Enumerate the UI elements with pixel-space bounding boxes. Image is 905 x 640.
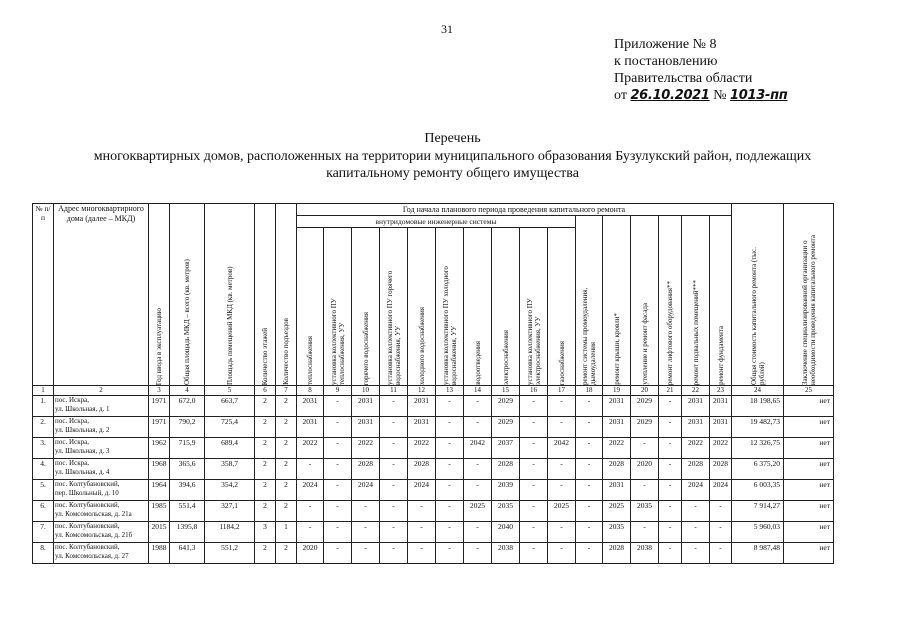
row-fire-system: - (576, 459, 603, 480)
header-heating: теплоснабжения (297, 228, 324, 386)
row-electricity: 2035 (492, 501, 520, 522)
row-cold-water: 2022 (408, 438, 436, 459)
row-year-built: 1971 (149, 417, 170, 438)
column-number: 16 (520, 386, 548, 396)
row-electricity: 2040 (492, 522, 520, 543)
row-premises-area: 551,2 (205, 543, 255, 564)
header-entrances: Количество подъездов (276, 204, 297, 386)
row-basement: - (682, 543, 710, 564)
row-cold-water-meter: - (436, 480, 464, 501)
row-number: 2. (33, 417, 54, 438)
row-year-built: 1962 (149, 438, 170, 459)
table-row (33, 543, 834, 564)
column-number: 4 (170, 386, 205, 396)
row-heat-meter: - (324, 501, 352, 522)
row-year-built: 1968 (149, 459, 170, 480)
row-facade: - (631, 438, 659, 459)
row-elevator: - (659, 396, 682, 417)
row-cost: 6 375,20 (732, 459, 784, 480)
header-gas: газоснабжения (548, 228, 576, 386)
header-engineering: внутридомовые инженерные системы (297, 216, 576, 228)
row-hot-water: 2028 (352, 459, 380, 480)
row-address: пос. Колтубановский, пер. Школьный, д. 10 (54, 480, 149, 501)
header-drainage: водоотведения (464, 228, 492, 386)
row-gas: - (548, 480, 576, 501)
row-basement: 2031 (682, 417, 710, 438)
table-row (33, 501, 834, 522)
row-conclusion: нет (784, 396, 834, 417)
row-hot-water: - (352, 501, 380, 522)
header-basement: ремонт подвальных помещений*** (682, 216, 710, 386)
row-number: 4. (33, 459, 54, 480)
row-address: пос. Колтубановский, ул. Комсомольская, д. 27 (54, 543, 149, 564)
row-floors: 2 (255, 459, 276, 480)
row-elevator: - (659, 438, 682, 459)
column-number: 20 (631, 386, 659, 396)
row-address: пос. Искра, ул. Школьная, д. 3 (54, 438, 149, 459)
row-foundation: 2024 (710, 480, 732, 501)
decree-number: 1013-пп (730, 88, 788, 103)
column-number: 23 (710, 386, 732, 396)
row-conclusion: нет (784, 501, 834, 522)
row-cold-water-meter: - (436, 543, 464, 564)
row-floors: 3 (255, 522, 276, 543)
column-number: 24 (732, 386, 784, 396)
row-hot-water-meter: - (380, 501, 408, 522)
row-electricity-meter: - (520, 396, 548, 417)
row-electricity-meter: - (520, 438, 548, 459)
row-year-built: 1985 (149, 501, 170, 522)
column-number: 11 (380, 386, 408, 396)
table-row (33, 396, 834, 417)
row-basement: 2031 (682, 396, 710, 417)
table-row (33, 522, 834, 543)
column-number: 6 (255, 386, 276, 396)
header-heat-meter: установка коллективного ПУ теплоснабжения, УУ (324, 228, 352, 386)
row-cold-water: 2031 (408, 417, 436, 438)
row-roof: 2025 (603, 501, 631, 522)
row-facade: 2029 (631, 417, 659, 438)
row-foundation: 2028 (710, 459, 732, 480)
row-cold-water: - (408, 543, 436, 564)
appendix-line-1: Приложение № 8 (614, 37, 717, 52)
header-plan-period: Год начала планового периода проведения капитального ремонта (297, 204, 732, 216)
column-number: 18 (576, 386, 603, 396)
row-roof: 2035 (603, 522, 631, 543)
column-number: 15 (492, 386, 520, 396)
row-hot-water: - (352, 543, 380, 564)
row-floors: 2 (255, 438, 276, 459)
row-cost: 19 482,73 (732, 417, 784, 438)
row-total-area: 672,0 (170, 396, 205, 417)
column-numbers-row (33, 386, 834, 396)
row-floors: 2 (255, 396, 276, 417)
row-drainage: 2042 (464, 438, 492, 459)
row-cold-water: - (408, 522, 436, 543)
page-number: 31 (441, 22, 453, 36)
row-electricity: 2029 (492, 417, 520, 438)
row-floors: 2 (255, 480, 276, 501)
header-electricity: электроснабжения (492, 228, 520, 386)
row-heat-meter: - (324, 438, 352, 459)
row-cold-water-meter: - (436, 438, 464, 459)
row-address: пос. Искра, ул. Школьная, д. 4 (54, 459, 149, 480)
row-roof: 2031 (603, 417, 631, 438)
row-drainage: - (464, 459, 492, 480)
row-floors: 2 (255, 501, 276, 522)
number-prefix: № (713, 88, 727, 103)
row-conclusion: нет (784, 522, 834, 543)
row-cold-water-meter: - (436, 501, 464, 522)
row-total-area: 715,9 (170, 438, 205, 459)
header-roof: ремонт крыши, кровли* (603, 216, 631, 386)
row-floors: 2 (255, 417, 276, 438)
row-electricity-meter: - (520, 459, 548, 480)
column-number: 2 (54, 386, 149, 396)
row-cost: 5 960,03 (732, 522, 784, 543)
column-number: 25 (784, 386, 834, 396)
row-roof: 2028 (603, 459, 631, 480)
row-total-area: 551,4 (170, 501, 205, 522)
row-gas: 2042 (548, 438, 576, 459)
row-heating: 2024 (297, 480, 324, 501)
row-heat-meter: - (324, 396, 352, 417)
row-heating: - (297, 501, 324, 522)
row-gas: - (548, 417, 576, 438)
header-year-built: Год ввода в эксплуатацию (149, 204, 170, 386)
row-roof: 2031 (603, 396, 631, 417)
row-number: 8. (33, 543, 54, 564)
row-elevator: - (659, 417, 682, 438)
header-elevator: ремонт лифтового оборудования** (659, 216, 682, 386)
row-premises-area: 689,4 (205, 438, 255, 459)
column-number: 13 (436, 386, 464, 396)
column-number: 9 (324, 386, 352, 396)
row-electricity: 2037 (492, 438, 520, 459)
row-cold-water-meter: - (436, 522, 464, 543)
row-facade: - (631, 522, 659, 543)
row-basement: 2028 (682, 459, 710, 480)
row-facade: 2035 (631, 501, 659, 522)
row-fire-system: - (576, 438, 603, 459)
row-conclusion: нет (784, 480, 834, 501)
row-heating: - (297, 522, 324, 543)
row-premises-area: 327,1 (205, 501, 255, 522)
header-conclusion: Заключение специализированной организации о необходимости проведения капитального ремонта (784, 204, 834, 386)
row-fire-system: - (576, 480, 603, 501)
row-hot-water: 2031 (352, 417, 380, 438)
row-electricity: 2029 (492, 396, 520, 417)
appendix-line-3: Правительства области (614, 71, 753, 86)
row-fire-system: - (576, 417, 603, 438)
row-electricity-meter: - (520, 480, 548, 501)
row-entrances: 2 (276, 396, 297, 417)
appendix-block (614, 36, 788, 104)
row-entrances: 2 (276, 459, 297, 480)
row-cold-water-meter: - (436, 396, 464, 417)
header-hot-water: горячего водоснабжения (352, 228, 380, 386)
row-hot-water-meter: - (380, 438, 408, 459)
table-body (33, 396, 834, 564)
row-premises-area: 354,2 (205, 480, 255, 501)
row-electricity: 2028 (492, 459, 520, 480)
row-hot-water-meter: - (380, 543, 408, 564)
header-no: № п/п (33, 204, 54, 386)
row-heat-meter: - (324, 522, 352, 543)
row-year-built: 1988 (149, 543, 170, 564)
column-number: 17 (548, 386, 576, 396)
row-electricity: 2038 (492, 543, 520, 564)
row-number: 3. (33, 438, 54, 459)
row-elevator: - (659, 543, 682, 564)
row-cold-water-meter: - (436, 417, 464, 438)
row-roof: 2028 (603, 543, 631, 564)
table-row (33, 438, 834, 459)
row-roof: 2022 (603, 438, 631, 459)
row-electricity-meter: - (520, 417, 548, 438)
row-address: пос. Колтубановский, ул. Комсомольская, д. 21б (54, 522, 149, 543)
row-heat-meter: - (324, 417, 352, 438)
row-foundation: - (710, 501, 732, 522)
row-cold-water: 2028 (408, 459, 436, 480)
table-row (33, 417, 834, 438)
row-electricity-meter: - (520, 501, 548, 522)
row-heat-meter: - (324, 459, 352, 480)
row-electricity: 2039 (492, 480, 520, 501)
row-facade: 2020 (631, 459, 659, 480)
header-cost: Общая стоимость капитального ремонта (тыс. рублей) (732, 204, 784, 386)
header-row-1 (33, 204, 834, 216)
row-hot-water-meter: - (380, 480, 408, 501)
column-number: 22 (682, 386, 710, 396)
row-hot-water-meter: - (380, 396, 408, 417)
header-cold-water-meter: установка коллективного ПУ холодного водоснабжения, УУ (436, 228, 464, 386)
row-gas: - (548, 543, 576, 564)
row-cold-water: 2024 (408, 480, 436, 501)
row-facade: 2038 (631, 543, 659, 564)
header-fire-system: ремонт системы промоудаления, дымоудаления (576, 216, 603, 386)
row-fire-system: - (576, 522, 603, 543)
row-floors: 2 (255, 543, 276, 564)
column-number: 7 (276, 386, 297, 396)
column-number: 14 (464, 386, 492, 396)
row-entrances: 2 (276, 438, 297, 459)
row-drainage: - (464, 480, 492, 501)
row-number: 1. (33, 396, 54, 417)
row-drainage: - (464, 417, 492, 438)
row-total-area: 790,2 (170, 417, 205, 438)
header-premises-area: Площадь помещений МКД (кв. метров) (205, 204, 255, 386)
row-gas: - (548, 396, 576, 417)
column-number: 10 (352, 386, 380, 396)
row-year-built: 1964 (149, 480, 170, 501)
header-address: Адрес многоквартирного дома (далее – МКД) (54, 204, 149, 386)
row-entrances: 2 (276, 543, 297, 564)
row-year-built: 1971 (149, 396, 170, 417)
column-number: 8 (297, 386, 324, 396)
row-number: 5. (33, 480, 54, 501)
row-total-area: 641,3 (170, 543, 205, 564)
appendix-date-line (614, 87, 788, 104)
row-cost: 8 987,48 (732, 543, 784, 564)
row-cold-water-meter: - (436, 459, 464, 480)
row-heating: 2031 (297, 396, 324, 417)
row-total-area: 365,6 (170, 459, 205, 480)
row-entrances: 2 (276, 501, 297, 522)
row-heating: - (297, 459, 324, 480)
row-entrances: 2 (276, 480, 297, 501)
row-foundation: - (710, 543, 732, 564)
row-basement: - (682, 522, 710, 543)
header-facade: утепление и ремонт фасада (631, 216, 659, 386)
appendix-line-2: к постановлению (614, 54, 718, 69)
row-hot-water-meter: - (380, 417, 408, 438)
row-hot-water: 2022 (352, 438, 380, 459)
row-foundation: 2031 (710, 396, 732, 417)
header-hot-water-meter: установка коллективного ПУ горячего водоснабжения, УУ (380, 228, 408, 386)
row-cost: 18 198,65 (732, 396, 784, 417)
row-drainage: 2025 (464, 501, 492, 522)
row-cost: 6 003,35 (732, 480, 784, 501)
header-foundation: ремонт фундамента (710, 216, 732, 386)
row-total-area: 394,6 (170, 480, 205, 501)
row-premises-area: 725,4 (205, 417, 255, 438)
row-premises-area: 663,7 (205, 396, 255, 417)
row-hot-water: 2031 (352, 396, 380, 417)
row-address: пос. Искра, ул. Школьная, д. 2 (54, 417, 149, 438)
row-conclusion: нет (784, 543, 834, 564)
housing-repair-table (32, 203, 834, 564)
column-number: 19 (603, 386, 631, 396)
row-heat-meter: - (324, 480, 352, 501)
header-total-area: Общая площадь МКД – всего (кв. метров) (170, 204, 205, 386)
row-hot-water-meter: - (380, 522, 408, 543)
row-total-area: 1395,8 (170, 522, 205, 543)
row-roof: 2031 (603, 480, 631, 501)
row-gas: 2025 (548, 501, 576, 522)
table-row (33, 480, 834, 501)
row-elevator: - (659, 480, 682, 501)
row-number: 7. (33, 522, 54, 543)
column-number: 1 (33, 386, 54, 396)
row-basement: - (682, 501, 710, 522)
row-conclusion: нет (784, 459, 834, 480)
row-cold-water: 2031 (408, 396, 436, 417)
row-cold-water: - (408, 501, 436, 522)
row-hot-water: 2024 (352, 480, 380, 501)
row-foundation: - (710, 522, 732, 543)
row-heating: 2022 (297, 438, 324, 459)
row-facade: 2029 (631, 396, 659, 417)
row-cost: 7 914,27 (732, 501, 784, 522)
header-electricity-meter: установка коллективного ПУ электроснабжения, УУ (520, 228, 548, 386)
table-row (33, 459, 834, 480)
row-hot-water-meter: - (380, 459, 408, 480)
row-heat-meter: - (324, 543, 352, 564)
row-gas: - (548, 522, 576, 543)
row-facade: - (631, 480, 659, 501)
row-conclusion: нет (784, 417, 834, 438)
row-basement: 2024 (682, 480, 710, 501)
row-elevator: - (659, 522, 682, 543)
row-entrances: 2 (276, 417, 297, 438)
column-number: 3 (149, 386, 170, 396)
document-title: Перечень (424, 131, 481, 146)
row-fire-system: - (576, 543, 603, 564)
row-heating: 2020 (297, 543, 324, 564)
row-year-built: 2015 (149, 522, 170, 543)
document-subtitle-line-2: капитальному ремонту общего имущества (326, 166, 579, 181)
row-foundation: 2022 (710, 438, 732, 459)
row-conclusion: нет (784, 438, 834, 459)
header-cold-water: холодного водоснабжения (408, 228, 436, 386)
row-elevator: - (659, 459, 682, 480)
document-subtitle-line-1: многоквартирных домов, расположенных на территории муниципального образования Бузулукский район, подлежащих (93, 149, 812, 164)
row-address: пос. Искра, ул. Школьная, д. 1 (54, 396, 149, 417)
row-fire-system: - (576, 501, 603, 522)
row-drainage: - (464, 396, 492, 417)
row-foundation: 2031 (710, 417, 732, 438)
column-number: 12 (408, 386, 436, 396)
row-electricity-meter: - (520, 543, 548, 564)
row-fire-system: - (576, 396, 603, 417)
row-heating: 2031 (297, 417, 324, 438)
row-basement: 2022 (682, 438, 710, 459)
row-drainage: - (464, 543, 492, 564)
row-elevator: - (659, 501, 682, 522)
column-number: 5 (205, 386, 255, 396)
decree-date: 26.10.2021 (630, 88, 710, 103)
row-electricity-meter: - (520, 522, 548, 543)
row-hot-water: - (352, 522, 380, 543)
row-number: 6. (33, 501, 54, 522)
row-entrances: 1 (276, 522, 297, 543)
row-address: пос. Колтубановский, ул. Комсомольская, д. 21а (54, 501, 149, 522)
row-cost: 12 326,75 (732, 438, 784, 459)
row-premises-area: 1184,2 (205, 522, 255, 543)
header-floors: Количество этажей (255, 204, 276, 386)
row-drainage: - (464, 522, 492, 543)
date-prefix: от (614, 88, 627, 103)
column-number: 21 (659, 386, 682, 396)
row-premises-area: 358,7 (205, 459, 255, 480)
row-gas: - (548, 459, 576, 480)
